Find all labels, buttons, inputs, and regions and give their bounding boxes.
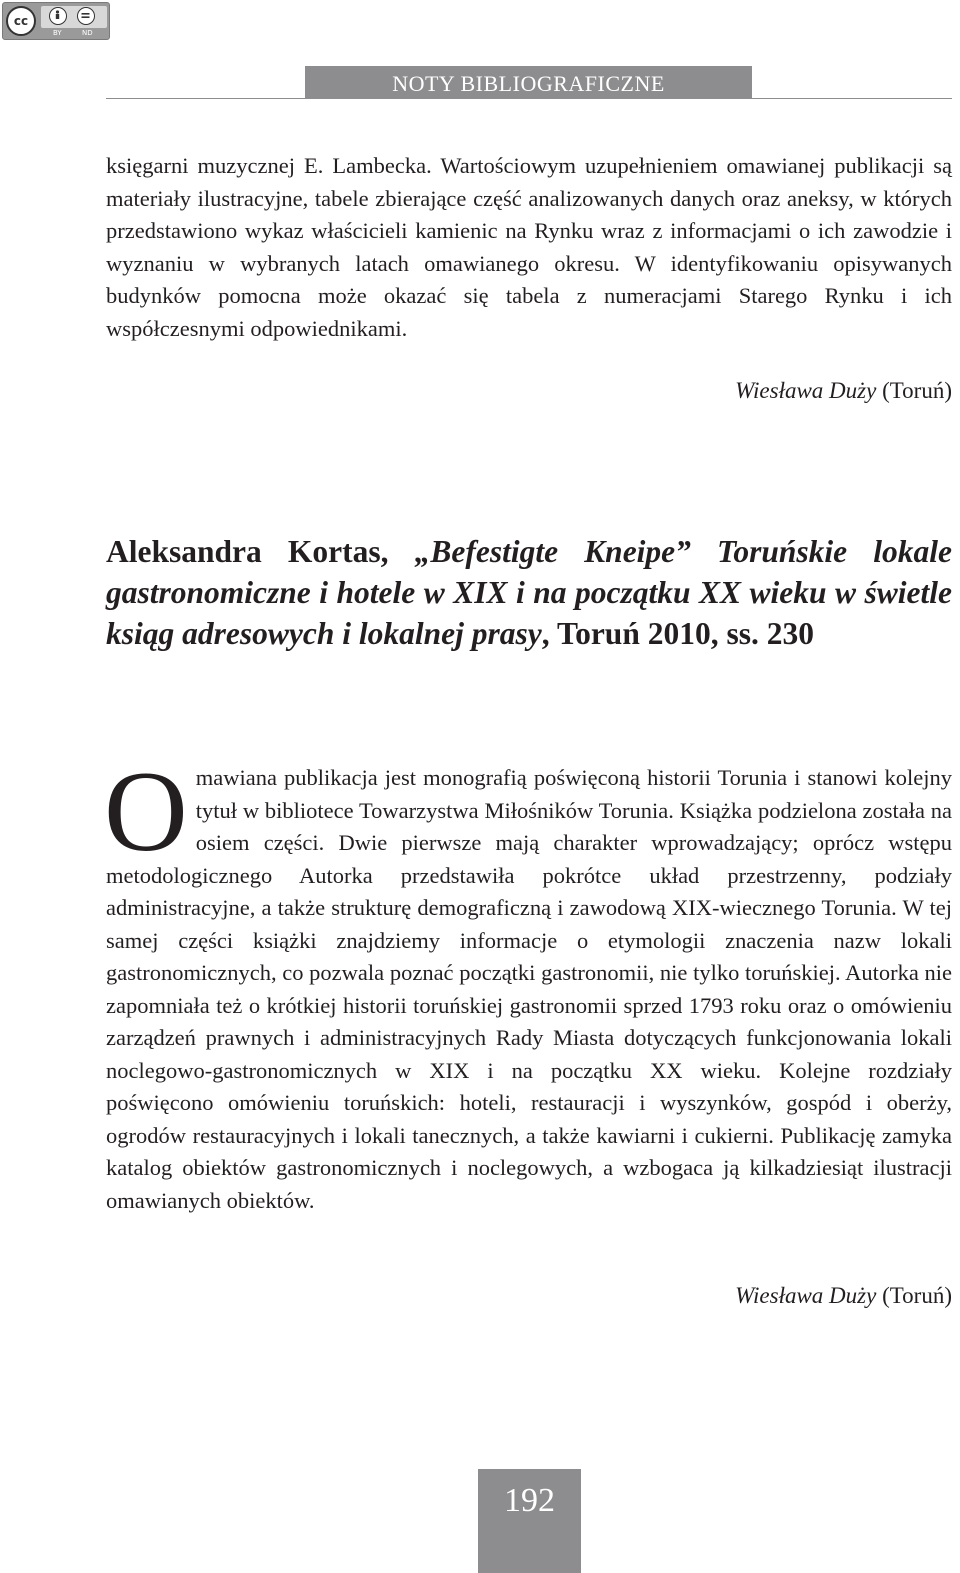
by-label: BY bbox=[53, 29, 62, 37]
previous-review-ending bbox=[106, 150, 952, 345]
running-header: NOTY BIBLIOGRAFICZNE bbox=[305, 66, 752, 99]
publication-info: , Toruń 2010, ss. 230 bbox=[541, 616, 814, 651]
header-rule bbox=[106, 98, 952, 99]
signature-author: Wiesława Duży bbox=[735, 378, 877, 403]
review-text: mawiana publikacja jest monografią poświęconą historii Torunia i stanowi kolejny tytuł w bibliotece Towarzystwa Miłośników Torunia. Książka podzielona została na osiem części. Dwie pierwsze mają charakter wprowadzający; oprócz wstępu metodologicznego Autorka przedstawiła pokrótce układ przestrzenny, podziały administracyjne, a także strukturę demograficzną i zawodową XIX-wiecznego Torunia. W tej samej części książki znajdziemy informacje o etymologii znaczenia nazw lokali gastronomicznych, co pozwala poznać początki gastronomii, nie tylko toruńskiej. Autorka nie zapomniała też o krótkiej historii toruńskiej gastronomii sprzed 1793 roku oraz o omówieniu zarządzeń prawnych i administracyjnych Rady Miasta dotyczących funkcjonowania lokali noclegowo-gastronomicznych w XIX i na początku XX wieku. Kolejne rozdziały poświęcono omówieniu toruńskich: hoteli, restauracji i wyszynków, gospód i oberży, ogrodów restauracyjnych i lokali tanecznych, a także kawiarni i cukierni. Publikację zamyka katalog obiektów gastronomicznych i noclegowych, a wzbogaca ją kilkadziesiąt ilustracji omawianych obiektów. bbox=[106, 765, 952, 1213]
by-person-icon bbox=[49, 7, 67, 25]
nd-equals-icon bbox=[77, 7, 95, 25]
cc-license-badge bbox=[2, 2, 110, 40]
signature-place: (Toruń) bbox=[882, 1283, 952, 1308]
cc-icon: cc bbox=[6, 6, 36, 36]
previous-review-signature bbox=[352, 375, 952, 407]
signature-author: Wiesława Duży bbox=[735, 1283, 877, 1308]
license-labels bbox=[41, 29, 107, 38]
nd-label: ND bbox=[82, 29, 93, 37]
signature-place: (Toruń) bbox=[882, 378, 952, 403]
book-title: „Befestigte Kneipe” Toruńskie lokale gastronomiczne i hotele w XIX i na początku XX wieku w świetle ksiąg adresowych i lokalnej prasy bbox=[106, 534, 953, 651]
previous-review-paragraph: księgarni muzycznej E. Lambecka. Wartościowym uzupełnieniem omawianej publikacji są materiały ilustracyjne, tabele zbierające część analizowanych danych oraz aneksy, w których przedstawiono wykaz właścicieli kamienic na Rynku wraz z informacjami o ich zawodzie i wyznaniu w wybranych latach omawianego okresu. W identyfikowaniu opisywanych budynków pomocna może okazać się tabela z numeracjami Starego Rynku i ich współczesnymi odpowiednikami. bbox=[106, 153, 952, 341]
review-paragraph bbox=[104, 748, 952, 1217]
drop-cap: O bbox=[104, 748, 188, 876]
review-signature bbox=[352, 1280, 952, 1312]
review-heading bbox=[106, 531, 952, 654]
review-body bbox=[104, 748, 952, 1217]
page-number: 192 bbox=[478, 1469, 581, 1573]
book-author: Aleksandra Kortas, bbox=[106, 534, 415, 569]
